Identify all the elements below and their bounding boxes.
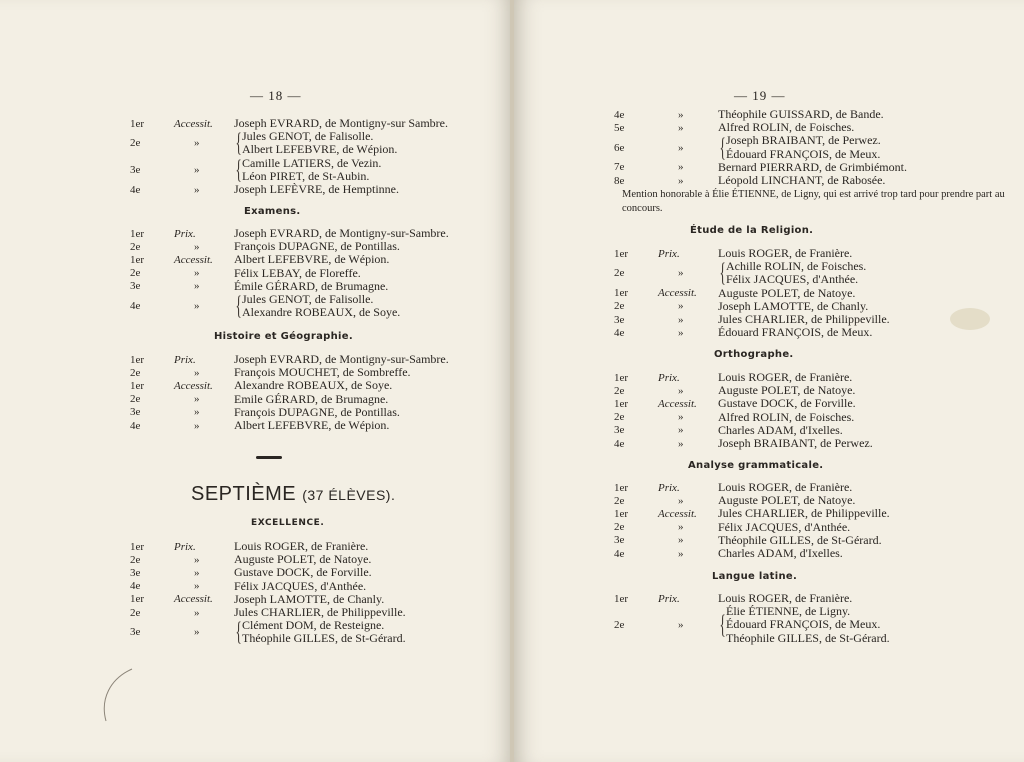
- award-names: [718, 521, 850, 534]
- award-kind: »: [194, 406, 200, 419]
- award-kind: »: [194, 183, 200, 196]
- right-page: [514, 0, 1024, 762]
- award-row: [614, 547, 890, 560]
- award-row: [130, 267, 449, 280]
- award-kind: »: [194, 606, 200, 619]
- award-kind: »: [194, 366, 200, 379]
- award-kind: Prix.: [174, 353, 196, 366]
- award-row: [614, 592, 890, 605]
- award-row: [130, 130, 448, 156]
- award-rank: 2e: [614, 494, 625, 507]
- award-row: [130, 593, 406, 606]
- award-kind: »: [194, 553, 200, 566]
- brace-mark: {: [235, 128, 242, 158]
- award-row: [614, 424, 873, 437]
- award-row: [614, 326, 890, 339]
- student-name: Achille ROLIN, de Foisches.: [726, 259, 867, 274]
- award-kind: »: [678, 384, 684, 397]
- student-name: Joseph EVRARD, de Montigny-sur-Sambre.: [234, 226, 449, 240]
- student-name: Félix JACQUES, d'Anthée.: [718, 519, 851, 534]
- award-kind: Prix.: [658, 247, 680, 260]
- award-row: [614, 300, 890, 313]
- award-rank: 4e: [130, 183, 141, 196]
- award-row: [130, 183, 448, 196]
- student-name: Auguste POLET, de Natoye.: [718, 285, 856, 300]
- award-kind: »: [678, 534, 684, 547]
- student-name: Auguste POLET, de Natoye.: [234, 552, 372, 567]
- award-names: [718, 300, 868, 313]
- student-name: Édouard FRANÇOIS, de Meux.: [726, 617, 881, 632]
- student-name: Jules GENOT, de Falisolle.: [242, 129, 374, 144]
- award-rank: 2e: [614, 618, 625, 631]
- award-names: [242, 157, 381, 183]
- award-kind: »: [194, 393, 200, 406]
- award-rank: 1er: [614, 507, 629, 520]
- award-names: [718, 326, 872, 339]
- award-kind: »: [678, 547, 684, 560]
- student-name: Louis ROGER, de Franière.: [718, 480, 853, 494]
- award-names: [234, 393, 388, 406]
- list-excellence: [130, 540, 406, 646]
- award-row: [130, 406, 449, 419]
- award-kind: »: [678, 313, 684, 326]
- page-number: — 18 —: [250, 88, 302, 103]
- award-kind: Prix.: [658, 481, 680, 494]
- student-name: Auguste POLET, de Natoye.: [718, 493, 856, 508]
- brace-mark: {: [719, 132, 726, 162]
- award-names: [234, 406, 400, 419]
- award-rank: 2e: [130, 267, 141, 280]
- award-kind: »: [194, 300, 200, 313]
- award-rank: 3e: [130, 163, 141, 176]
- award-kind: »: [678, 141, 684, 154]
- student-name: François DUPAGNE, de Pontillas.: [234, 239, 400, 254]
- award-names: [242, 619, 406, 645]
- award-kind: »: [194, 626, 200, 639]
- list-latine: [614, 592, 890, 645]
- student-name: Joseph EVRARD, de Montigny-sur-Sambre.: [234, 352, 449, 366]
- student-name: Élie ÉTIENNE, de Ligny.: [726, 604, 851, 619]
- award-names: [242, 130, 397, 156]
- award-kind: Accessit.: [174, 593, 213, 606]
- brace-mark: {: [719, 258, 726, 288]
- award-row: [614, 134, 907, 160]
- section-heading-religion: Étude de la Religion.: [690, 225, 814, 236]
- award-kind: »: [678, 618, 684, 631]
- award-kind: »: [678, 494, 684, 507]
- award-rank: 3e: [130, 626, 141, 639]
- award-names: [234, 580, 366, 593]
- class-title: [191, 483, 395, 506]
- student-name: Félix JACQUES, d'Anthée.: [726, 272, 859, 287]
- award-rank: 1er: [130, 227, 145, 240]
- award-rank: 6e: [614, 141, 625, 154]
- award-kind: Prix.: [174, 227, 196, 240]
- award-rank: 1er: [614, 247, 629, 260]
- student-name: Louis ROGER, de Franière.: [718, 246, 853, 260]
- award-kind: »: [678, 267, 684, 280]
- class-title-name: SEPTIÈME: [191, 483, 297, 505]
- section-heading-orthographe: Orthographe.: [714, 349, 794, 360]
- student-name: Emile GÉRARD, de Brumagne.: [234, 391, 389, 406]
- award-row: [130, 419, 449, 432]
- award-rank: 1er: [130, 379, 145, 392]
- award-names: [718, 547, 843, 560]
- award-rank: 4e: [614, 326, 625, 339]
- award-rank: 1er: [614, 397, 629, 410]
- student-name: Léon PIRET, de St-Aubin.: [242, 168, 370, 183]
- student-name: Louis ROGER, de Franière.: [234, 539, 369, 553]
- student-name: Jules GENOT, de Falisolle.: [242, 291, 374, 306]
- award-rank: 2e: [614, 384, 625, 397]
- award-row: [130, 154, 448, 184]
- award-names: [726, 605, 890, 645]
- student-name: Léopold LINCHANT, de Rabosée.: [718, 172, 886, 187]
- award-kind: Prix.: [174, 540, 196, 553]
- award-rank: 3e: [130, 280, 141, 293]
- award-names: [718, 287, 855, 300]
- award-names: [726, 134, 881, 160]
- award-kind: »: [194, 580, 200, 593]
- award-rank: 3e: [614, 424, 625, 437]
- award-rank: 3e: [614, 534, 625, 547]
- student-name: Théophile GILLES, de St-Gérard.: [242, 631, 406, 646]
- student-name: Gustave DOCK, de Forville.: [234, 565, 372, 580]
- award-rank: 2e: [614, 300, 625, 313]
- award-rank: 7e: [614, 161, 625, 174]
- award-names: [234, 379, 392, 392]
- student-name: Édouard FRANÇOIS, de Meux.: [726, 146, 881, 161]
- award-rank: 2e: [614, 267, 625, 280]
- award-rank: 1er: [614, 481, 629, 494]
- award-kind: »: [194, 280, 200, 293]
- award-row: [130, 566, 406, 579]
- award-kind: »: [678, 108, 684, 121]
- list-histoire: [130, 353, 449, 432]
- award-names: [726, 260, 866, 286]
- award-names: [242, 293, 400, 319]
- award-names: [234, 267, 361, 280]
- award-row: [614, 534, 890, 547]
- student-name: Alexandre ROBEAUX, de Soye.: [242, 305, 401, 320]
- student-name: Camille LATIERS, de Vezin.: [242, 155, 382, 170]
- student-name: Joseph BRAIBANT, de Perwez.: [718, 435, 873, 450]
- award-names: [718, 424, 843, 437]
- award-names: [234, 419, 389, 432]
- student-name: Charles ADAM, d'Ixelles.: [718, 422, 843, 437]
- award-rank: 1er: [130, 353, 145, 366]
- section-heading-histoire: Histoire et Géographie.: [214, 331, 353, 342]
- brace-mark: {: [719, 609, 726, 639]
- award-names: [718, 411, 854, 424]
- honorable-mention: Mention honorable à Élie ÉTIENNE, de Ligny, qui est arrivé trop tard pour prendre part au concours.: [622, 189, 1005, 214]
- award-names: [718, 397, 856, 410]
- award-kind: Accessit.: [658, 507, 697, 520]
- award-row: [614, 605, 890, 645]
- award-rank: 1er: [130, 593, 145, 606]
- award-kind: »: [678, 161, 684, 174]
- award-names: [718, 534, 882, 547]
- award-rank: 3e: [130, 406, 141, 419]
- award-rank: 1er: [614, 371, 629, 384]
- award-kind: Accessit.: [658, 287, 697, 300]
- award-kind: »: [194, 137, 200, 150]
- list-analyse: [614, 481, 890, 560]
- award-rank: 4e: [130, 300, 141, 313]
- award-rank: 8e: [614, 174, 625, 187]
- brace-mark: {: [235, 617, 242, 647]
- award-row: [130, 393, 449, 406]
- award-names: [234, 253, 389, 266]
- award-rank: 1er: [130, 540, 145, 553]
- student-name: Louis ROGER, de Franière.: [718, 370, 853, 384]
- award-kind: »: [678, 121, 684, 134]
- student-name: Théophile GILLES, de St-Gérard.: [726, 630, 890, 645]
- student-name: Félix LEBAY, de Floreffe.: [234, 265, 361, 280]
- award-row: [130, 379, 449, 392]
- award-rank: 1er: [614, 592, 629, 605]
- award-kind: »: [678, 174, 684, 187]
- award-kind: »: [194, 163, 200, 176]
- student-name: Charles ADAM, d'Ixelles.: [718, 545, 843, 560]
- paper-stain: [950, 308, 990, 330]
- section-heading-excellence: EXCELLENCE.: [251, 518, 325, 528]
- award-rank: 4e: [614, 547, 625, 560]
- award-kind: »: [678, 300, 684, 313]
- award-rank: 4e: [130, 419, 141, 432]
- student-name: Alfred ROLIN, de Foisches.: [718, 120, 855, 135]
- student-name: François DUPAGNE, de Pontillas.: [234, 404, 400, 419]
- award-row: [130, 619, 406, 645]
- award-kind: Accessit.: [658, 397, 697, 410]
- award-rank: 2e: [614, 521, 625, 534]
- section-heading-examens: Examens.: [244, 206, 301, 217]
- award-row: [614, 507, 890, 520]
- award-kind: Prix.: [658, 592, 680, 605]
- award-row: [614, 397, 873, 410]
- award-rank: 1er: [130, 253, 145, 266]
- student-name: Émile GÉRARD, de Brumagne.: [234, 278, 389, 293]
- award-rank: 2e: [130, 366, 141, 379]
- award-names: [234, 183, 399, 196]
- award-rank: 2e: [130, 606, 141, 619]
- award-row: [614, 161, 907, 174]
- brace-mark: {: [235, 154, 242, 184]
- page-number: — 19 —: [734, 88, 786, 103]
- award-rank: 2e: [130, 137, 141, 150]
- student-name: Alfred ROLIN, de Foisches.: [718, 409, 855, 424]
- award-names: [234, 566, 372, 579]
- award-row: [614, 437, 873, 450]
- award-kind: Accessit.: [174, 117, 213, 130]
- student-name: Albert LEFEBVRE, de Wépion.: [242, 142, 398, 157]
- student-name: Gustave DOCK, de Forville.: [718, 396, 856, 411]
- award-rank: 1er: [614, 287, 629, 300]
- award-row: [614, 287, 890, 300]
- award-rank: 3e: [130, 566, 141, 579]
- award-rank: 5e: [614, 121, 625, 134]
- section-heading-analyse: Analyse grammaticale.: [688, 460, 824, 471]
- student-name: Albert LEFEBVRE, de Wépion.: [234, 417, 390, 432]
- award-rank: 2e: [130, 393, 141, 406]
- award-rank: 4e: [614, 437, 625, 450]
- award-row: [614, 411, 873, 424]
- student-name: Théophile GUISSARD, de Bande.: [718, 107, 884, 121]
- award-row: [614, 260, 890, 286]
- award-rank: 1er: [130, 117, 145, 130]
- award-kind: »: [678, 411, 684, 424]
- brace-mark: {: [235, 291, 242, 321]
- award-row: [130, 580, 406, 593]
- award-row: [130, 280, 449, 293]
- student-name: Louis ROGER, de Franière.: [718, 591, 853, 605]
- award-kind: »: [678, 424, 684, 437]
- award-kind: »: [194, 566, 200, 579]
- award-kind: »: [194, 419, 200, 432]
- student-name: Jules CHARLIER, de Philippeville.: [718, 506, 890, 521]
- award-row: [130, 293, 449, 319]
- list-top: [130, 117, 448, 196]
- student-name: Joseph EVRARD, de Montigny-sur Sambre.: [234, 116, 448, 130]
- award-rank: 2e: [614, 411, 625, 424]
- student-name: Joseph LAMOTTE, de Chanly.: [234, 591, 385, 606]
- student-name: Jules CHARLIER, de Philippeville.: [234, 604, 406, 619]
- student-name: Clément DOM, de Resteigne.: [242, 618, 385, 633]
- student-name: François MOUCHET, de Sombreffe.: [234, 365, 411, 380]
- award-kind: Accessit.: [174, 253, 213, 266]
- award-rank: 3e: [614, 313, 625, 326]
- list-top: [614, 108, 907, 187]
- student-name: Alexandre ROBEAUX, de Soye.: [234, 378, 393, 393]
- award-kind: Accessit.: [174, 379, 213, 392]
- award-names: [718, 507, 890, 520]
- award-names: [234, 280, 388, 293]
- award-names: [718, 161, 907, 174]
- student-name: Joseph LAMOTTE, de Chanly.: [718, 298, 869, 313]
- list-examens: [130, 227, 449, 319]
- award-names: [718, 592, 852, 605]
- award-rank: 2e: [130, 553, 141, 566]
- award-rank: 4e: [130, 580, 141, 593]
- student-name: Joseph LEFÈVRE, de Hemptinne.: [234, 181, 399, 196]
- award-row: [130, 253, 449, 266]
- list-orthographe: [614, 371, 873, 450]
- award-names: [718, 174, 885, 187]
- student-name: Théophile GILLES, de St-Gérard.: [718, 532, 882, 547]
- award-kind: Prix.: [658, 371, 680, 384]
- pencil-mark: [96, 665, 136, 725]
- award-kind: »: [678, 437, 684, 450]
- student-name: Félix JACQUES, d'Anthée.: [234, 578, 367, 593]
- student-name: Jules CHARLIER, de Philippeville.: [718, 311, 890, 326]
- award-row: [614, 521, 890, 534]
- award-kind: »: [194, 267, 200, 280]
- award-kind: »: [678, 521, 684, 534]
- student-name: Joseph BRAIBANT, de Perwez.: [726, 133, 881, 148]
- award-rank: 4e: [614, 108, 625, 121]
- student-name: Albert LEFEBVRE, de Wépion.: [234, 252, 390, 267]
- section-heading-latine: Langue latine.: [712, 571, 798, 582]
- award-names: [718, 437, 873, 450]
- student-name: Édouard FRANÇOIS, de Meux.: [718, 325, 873, 340]
- student-name: Bernard PIERRARD, de Grimbiémont.: [718, 159, 907, 174]
- class-title-count: (37 ÉLÈVES).: [302, 487, 396, 503]
- award-kind: »: [194, 240, 200, 253]
- list-religion: [614, 247, 890, 339]
- award-row: [614, 174, 907, 187]
- award-rank: 2e: [130, 240, 141, 253]
- student-name: Auguste POLET, de Natoye.: [718, 383, 856, 398]
- ornament-divider: [256, 456, 282, 459]
- award-kind: »: [678, 326, 684, 339]
- award-names: [234, 593, 384, 606]
